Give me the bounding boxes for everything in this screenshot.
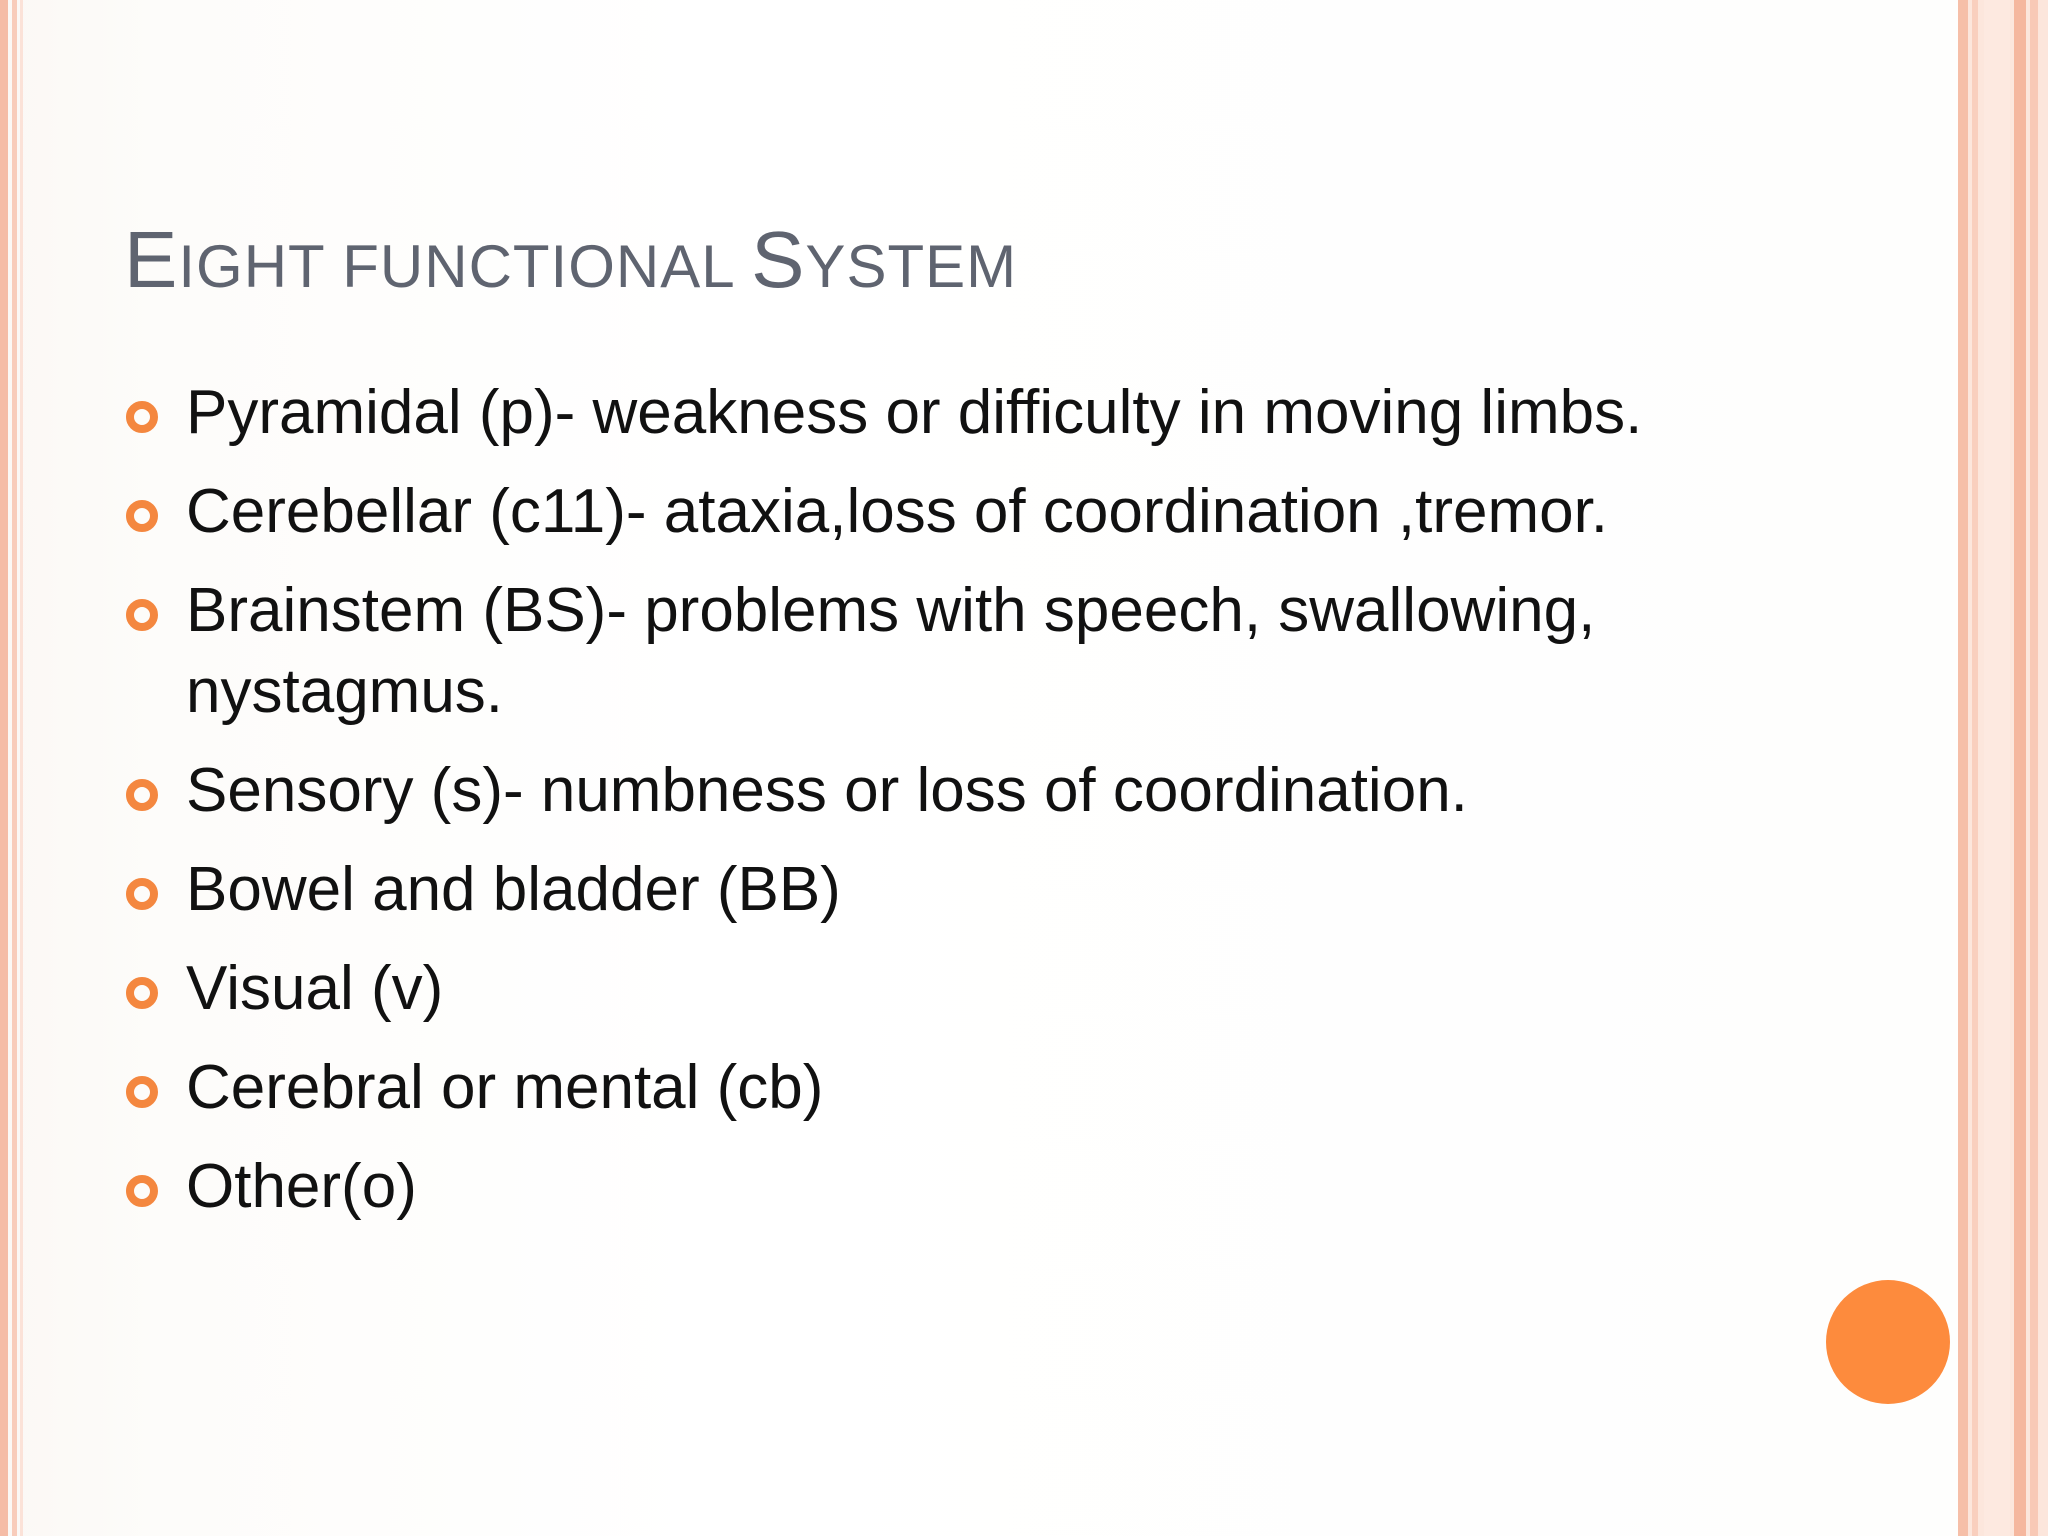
ring-bullet-icon [126, 878, 158, 910]
bullet-text: Pyramidal (p)- weakness or difficulty in moving limbs. [186, 378, 1643, 447]
right-border-stripe [1958, 0, 1968, 1536]
right-border-stripe [2014, 0, 2026, 1536]
left-border-stripe [12, 0, 17, 1536]
orange-circle-decoration [1826, 1280, 1950, 1404]
ring-bullet-icon [126, 779, 158, 811]
bullet-item [126, 1146, 1826, 1227]
bullet-text: Brainstem (BS)- problems with speech, swallowing, nystagmus. [186, 576, 1596, 726]
slide-title [124, 212, 1017, 315]
bullet-item [126, 372, 1826, 453]
bullet-item [126, 1047, 1826, 1128]
title-part: E [124, 215, 179, 304]
bullet-item [126, 948, 1826, 1029]
left-border-stripe [20, 0, 23, 1536]
ring-bullet-icon [126, 1076, 158, 1108]
bullet-item [126, 849, 1826, 930]
right-border-stripe [2030, 0, 2038, 1536]
bullet-text: Bowel and bladder (BB) [186, 855, 841, 924]
right-border-stripe [1984, 0, 2010, 1536]
title-part: YSTEM [805, 233, 1018, 300]
bullet-item [126, 750, 1826, 831]
ring-bullet-icon [126, 401, 158, 433]
bullet-text: Visual (v) [186, 954, 444, 1023]
bullet-text: Other(o) [186, 1152, 417, 1221]
bullet-text: Sensory (s)- numbness or loss of coordination. [186, 756, 1468, 825]
right-border-stripe [1972, 0, 1978, 1536]
bullet-text: Cerebellar (c11)- ataxia,loss of coordination ,tremor. [186, 477, 1609, 546]
ring-bullet-icon [126, 977, 158, 1009]
ring-bullet-icon [126, 1175, 158, 1207]
bullet-item [126, 471, 1826, 552]
ring-bullet-icon [126, 599, 158, 631]
title-part: IGHT FUNCTIONAL [178, 233, 752, 300]
title-part: S [751, 215, 806, 304]
bullet-text: Cerebral or mental (cb) [186, 1053, 824, 1122]
bullet-item [126, 570, 1826, 732]
bullet-list [126, 372, 1826, 1245]
ring-bullet-icon [126, 500, 158, 532]
left-border-stripe [0, 0, 8, 1536]
